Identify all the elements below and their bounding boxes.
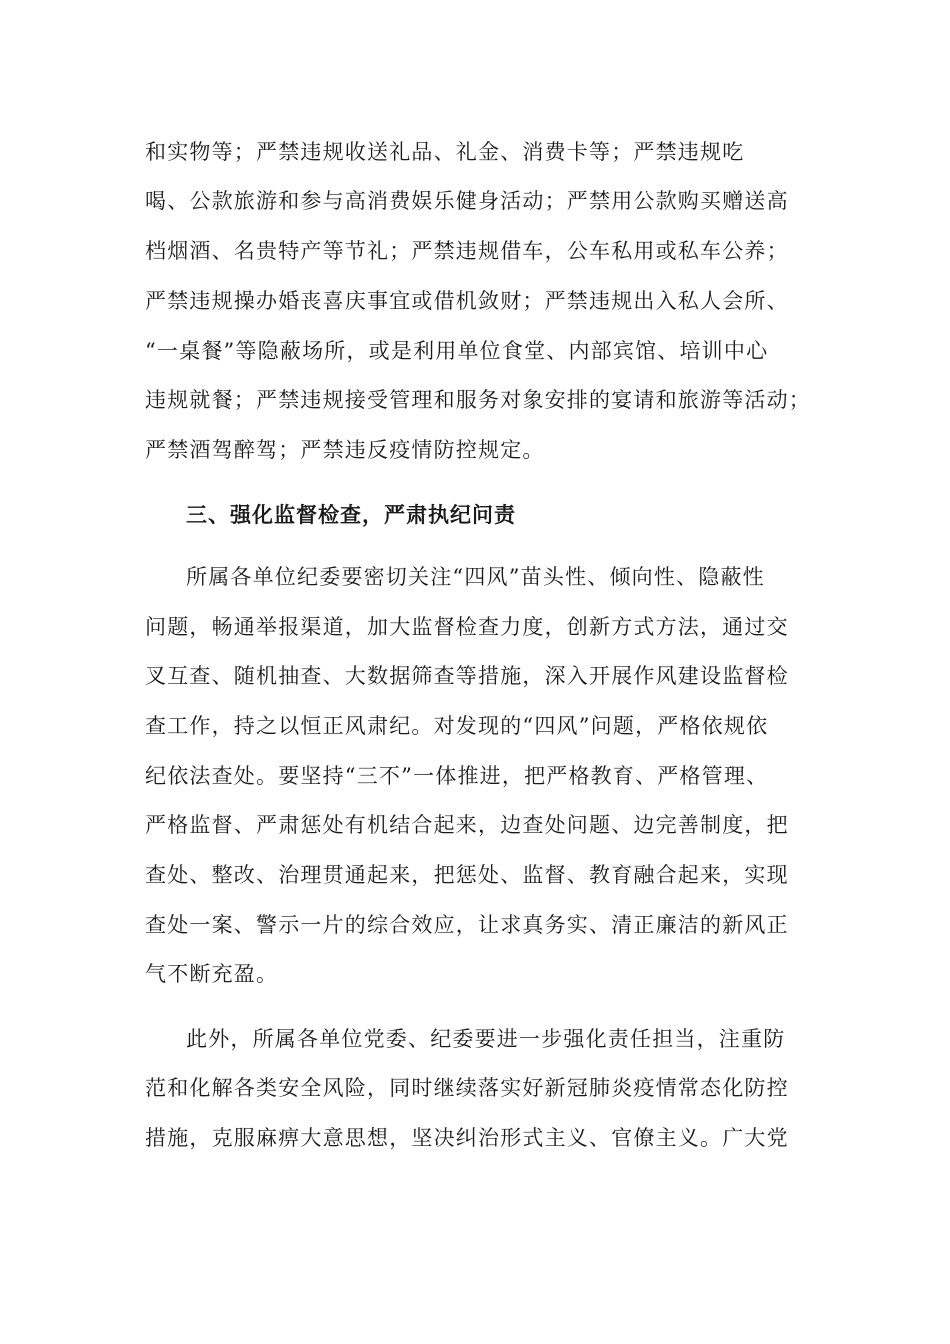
paragraph-1-line-6: 违规就餐；严禁违规接受管理和服务对象安排的宴请和旅游等活动； — [145, 388, 811, 412]
paragraph-2-line-6: 严格监督、严肃惩处有机结合起来，边查处问题、边完善制度，把 — [145, 813, 789, 837]
paragraph-1-line-5: “一桌餐”等隐蔽场所，或是利用单位食堂、内部宾馆、培训中心 — [145, 339, 769, 363]
paragraph-1-line-1: 和实物等；严禁违规收送礼品、礼金、消费卡等；严禁违规吃 — [145, 140, 745, 164]
paragraph-2-line-3: 叉互查、随机抽查、大数据筛查等措施，深入开展作风建设监督检 — [145, 664, 789, 688]
section-heading: 三、强化监督检查，严肃执纪问责 — [186, 503, 516, 527]
paragraph-2-line-4: 查工作，持之以恒正风肃纪。对发现的“四风”问题，严格依规依 — [145, 714, 769, 738]
paragraph-1-line-3: 档烟酒、名贵特产等节礼；严禁违规借车，公车私用或私车公养； — [145, 239, 789, 263]
paragraph-2-line-1: 所属各单位纪委要密切关注“四风”苗头性、倾向性、隐蔽性 — [186, 565, 765, 589]
paragraph-1-line-7: 严禁酒驾醉驾；严禁违反疫情防控规定。 — [145, 438, 545, 462]
paragraph-2-line-5: 纪依法查处。要坚持“三不”一体推进，把严格教育、严格管理、 — [145, 764, 769, 788]
paragraph-3-line-3: 措施，克服麻痹大意思想，坚决纠治形式主义、官僚主义。广大党 — [145, 1126, 789, 1150]
paragraph-1-line-2: 喝、公款旅游和参与高消费娱乐健身活动；严禁用公款购买赠送高 — [145, 189, 789, 213]
paragraph-2-line-8: 查处一案、警示一片的综合效应，让求真务实、清正廉洁的新风正 — [145, 913, 789, 937]
paragraph-1-line-4: 严禁违规操办婚丧喜庆事宜或借机敛财；严禁违规出入私人会所、 — [145, 289, 789, 313]
paragraph-2-line-9: 气不断充盈。 — [145, 962, 279, 986]
paragraph-3-line-1: 此外，所属各单位党委、纪委要进一步强化责任担当，注重防 — [186, 1027, 786, 1051]
paragraph-3-line-2: 范和化解各类安全风险，同时继续落实好新冠肺炎疫情常态化防控 — [145, 1076, 789, 1100]
paragraph-2-line-2: 问题，畅通举报渠道，加大监督检查力度，创新方式方法，通过交 — [145, 615, 789, 639]
paragraph-2-line-7: 查处、整改、治理贯通起来，把惩处、监督、教育融合起来，实现 — [145, 863, 789, 887]
